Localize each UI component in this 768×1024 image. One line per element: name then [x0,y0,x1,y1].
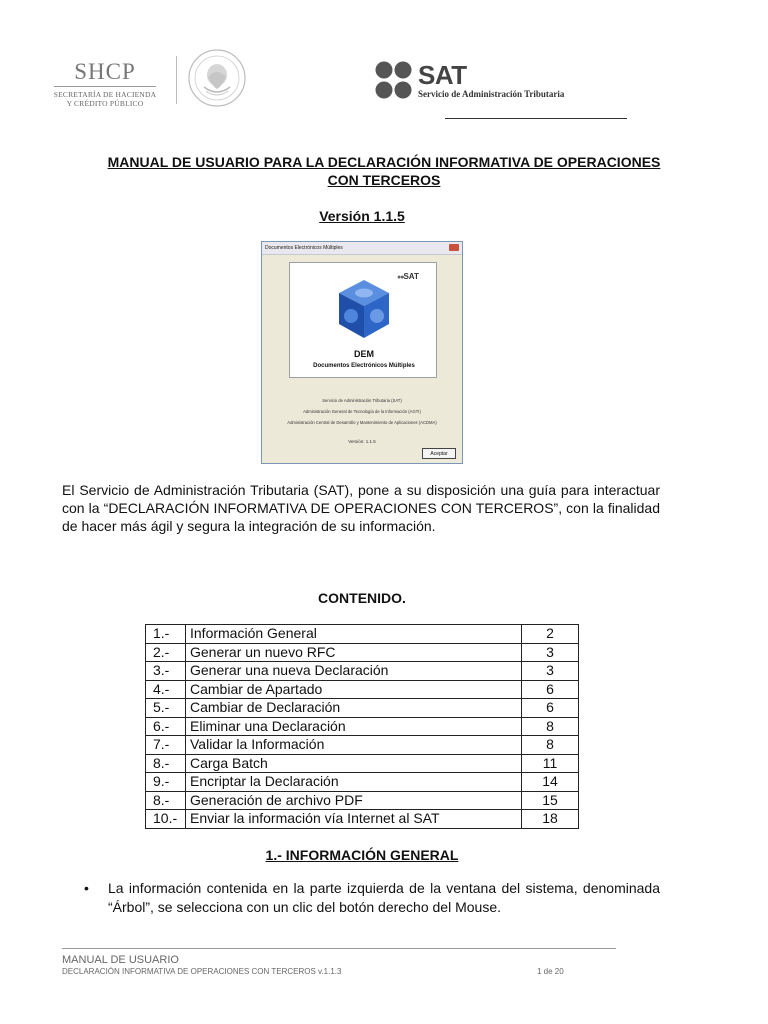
dem-window-title: Documentos Electrónicos Múltiples [265,245,343,251]
toc-row-page: 14 [522,773,579,792]
toc-row-label: Generar una nueva Declaración [186,662,522,681]
toc-row-number: 1.- [146,625,186,644]
shcp-rule [54,86,156,87]
dem-credits [262,395,462,428]
footer-rule [62,948,616,949]
dem-app-subtitle: Documentos Electrónicos Múltiples [313,363,415,369]
section-heading: 1.- INFORMACIÓN GENERAL [265,847,459,863]
bullet-dot: • [84,880,89,896]
sat-four-circles-logo-icon [375,61,413,106]
toc-row [146,773,579,792]
dem-splash-panel [289,262,437,378]
toc-row-number: 2.- [146,643,186,662]
footer-page-number: 1 de 20 [537,967,564,976]
toc-row-page: 15 [522,791,579,810]
toc-row-label: Generar un nuevo RFC [186,643,522,662]
toc-row-number: 10.- [146,810,186,829]
shcp-logo [50,60,160,108]
toc-row-page: 8 [522,736,579,755]
toc-table [145,624,579,829]
intro-paragraph: El Servicio de Administración Tributaria (SAT), pone a su disposición una guía para interactuar con la “DECLARACIÓN INFORMATIVA DE OPERACIONES CON TERCEROS”, con la finalidad de hacer más ágil y segura la integración de su información. [62,482,660,534]
toc-row-number: 6.- [146,717,186,736]
letterhead-divider [176,56,177,104]
toc-row-number: 9.- [146,773,186,792]
sat-mini-logo: ●●SAT [397,272,419,281]
toc-row-label: Carga Batch [186,754,522,773]
toc-row-label: Encriptar la Declaración [186,773,522,792]
dem-version: Versión: 1.1.5 [348,439,376,444]
toc-row-page: 6 [522,680,579,699]
ok-button: Aceptar [422,448,456,459]
header-rule [445,118,627,119]
toc-row-label: Generación de archivo PDF [186,791,522,810]
toc-row-number: 8.- [146,791,186,810]
toc-row-label: Información General [186,625,522,644]
toc-row-page: 18 [522,810,579,829]
toc-row-label: Cambiar de Declaración [186,699,522,718]
toc-row [146,717,579,736]
sat-full-name: Servicio de Administración Tributaria [418,89,565,99]
dem-cube-icon [337,278,391,345]
toc-row-page: 3 [522,662,579,681]
dem-app-name: DEM [354,349,374,359]
document-title [40,153,728,189]
toc-row-number: 8.- [146,754,186,773]
shcp-name: SHCP [74,59,136,84]
close-icon [449,244,459,251]
toc-row [146,736,579,755]
toc-row [146,791,579,810]
shcp-line1: SECRETARÍA DE HACIENDA [53,90,157,99]
toc-row-page: 8 [522,717,579,736]
sat-wordmark: SAT [418,60,467,90]
toc-row-label: Validar la Información [186,736,522,755]
document-title-line1: MANUAL DE USUARIO PARA LA DECLARACIÓN INFORMATIVA DE OPERACIONES [107,154,661,170]
toc-row-page: 11 [522,754,579,773]
toc-row-number: 5.- [146,699,186,718]
toc-row-label: Cambiar de Apartado [186,680,522,699]
toc-heading: CONTENIDO. [318,590,406,606]
toc-row-label: Enviar la información vía Internet al SAT [186,810,522,829]
toc-row [146,662,579,681]
toc-row [146,699,579,718]
sat-mini-text: SAT [403,272,419,281]
footer-document-label: DECLARACIÓN INFORMATIVA DE OPERACIONES CON TERCEROS v.1.1.3 [62,967,342,976]
toc-row [146,680,579,699]
toc-row-page: 3 [522,643,579,662]
dem-window-titlebar [262,242,462,255]
toc-row [146,810,579,829]
document-title-line2: CON TERCEROS [327,172,441,188]
toc-row-page: 6 [522,699,579,718]
footer-manual-label: MANUAL DE USUARIO [62,954,179,966]
dem-credit-line2: Administración General de Tecnología de la Información (AGTI) [303,409,421,414]
dem-credit-line1: Servicio de Administración Tributaria (SAT) [322,398,402,403]
bullet-paragraph: La información contenida en la parte izquierda de la ventana del sistema, denominada “Árbol”, se selecciona con un clic del botón derecho del Mouse. [108,880,660,915]
toc-row [146,643,579,662]
toc-row-number: 4.- [146,680,186,699]
toc-row [146,625,579,644]
toc-row-page: 2 [522,625,579,644]
shcp-line2: Y CRÉDITO PÚBLICO [66,99,144,108]
toc-row-number: 3.- [146,662,186,681]
toc-row-number: 7.- [146,736,186,755]
dem-credit-line3: Administración Central de Desarrollo y Mantenimiento de Aplicaciones (ACDMA) [287,420,437,425]
toc-row [146,754,579,773]
toc-row-label: Eliminar una Declaración [186,717,522,736]
mexico-coat-of-arms-seal-icon [186,47,248,114]
document-version: Versión 1.1.5 [319,208,405,224]
dem-about-window-screenshot [261,241,463,464]
